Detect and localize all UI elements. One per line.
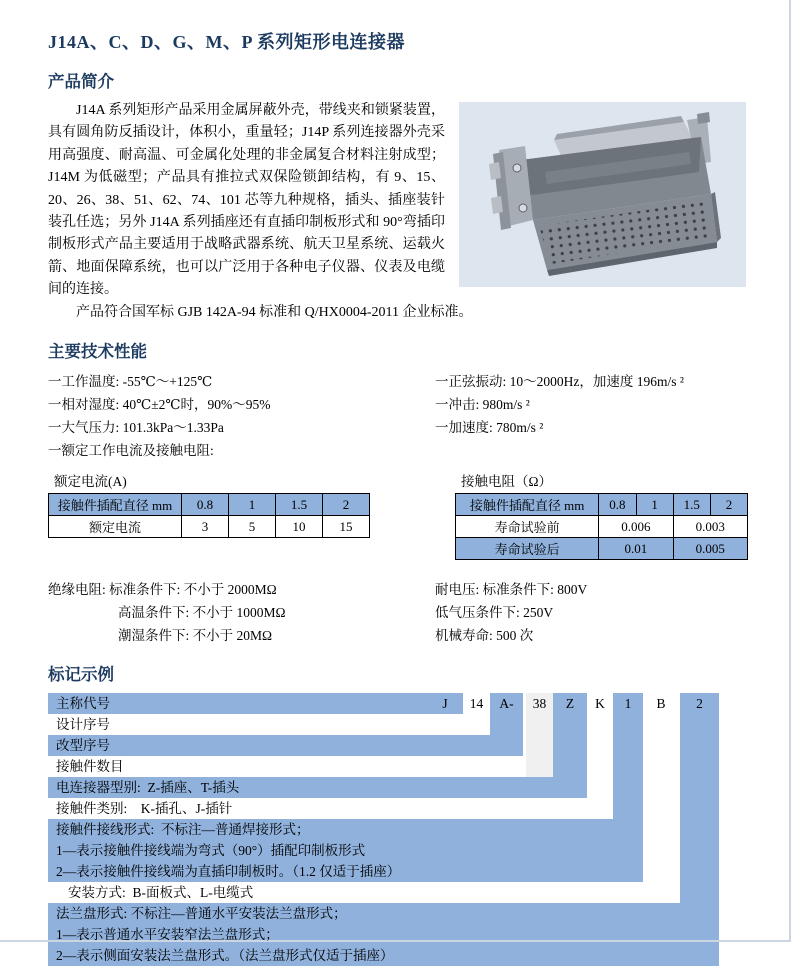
- table-row-label: 额定电流: [49, 516, 182, 538]
- rated-current-block: [48, 470, 455, 560]
- table-header-cell: 接触件插配直径 mm: [49, 494, 182, 516]
- contact-resistance-title: 接触电阻（Ω）: [461, 474, 553, 490]
- spec-columns: [48, 370, 748, 462]
- marking-row-label: 接触件接线形式: 不标注—普通焊接形式；: [56, 822, 310, 838]
- spec-column-right: [435, 370, 748, 462]
- insulation-resistance-block: [48, 578, 435, 647]
- table-header-cell: 1.5: [673, 494, 710, 516]
- marking-code: 1: [624, 696, 632, 712]
- marking-code: K: [595, 696, 605, 712]
- rated-current-table: [48, 493, 370, 538]
- marking-row-label: 安装方式: B-面板式、L-电缆式: [68, 885, 254, 901]
- table-cell: 10: [276, 516, 323, 538]
- marking-row-label: 主称代号: [56, 696, 110, 712]
- table-cell: 0.003: [673, 516, 747, 538]
- marking-row-label: 电连接器型别: Z-插座、T-插头: [56, 780, 240, 796]
- table-header-cell: 2: [323, 494, 370, 516]
- marking-code: A-: [499, 696, 514, 712]
- section-heading-marking: 标记示例: [48, 665, 114, 685]
- marking-diagram: [48, 693, 720, 966]
- table-row-label: 寿命试验前: [456, 516, 599, 538]
- table-header-cell: 1: [636, 494, 673, 516]
- table-cell: 0.005: [673, 538, 747, 560]
- section-heading-intro: 产品简介: [48, 72, 114, 91]
- marking-code: 14: [469, 696, 484, 712]
- spec-item: 一工作温度: -55℃～+125℃: [48, 374, 213, 390]
- marking-row-label: 1—表示接触件接线端为弯式（90°）插配印制板形式: [56, 843, 366, 859]
- spec-item: 一冲击: 980m/s ²: [435, 397, 530, 413]
- spec-item: 一正弦振动: 10～2000Hz，加速度 196m/s ²: [435, 374, 684, 390]
- marking-row-label: 1—表示普通水平安装窄法兰盘形式；: [56, 927, 279, 943]
- spec-item: 一大气压力: 101.3kPa～1.33Pa: [48, 420, 224, 436]
- marking-row-label: 法兰盘形式: 不标注—普通水平安装法兰盘形式；: [56, 906, 347, 922]
- marking-code: B: [656, 696, 666, 712]
- marking-row-label: 2—表示侧面安装法兰盘形式。（法兰盘形式仅适于插座）: [56, 948, 394, 964]
- connector-photo-illustration: [459, 102, 746, 287]
- spec-column-left: [48, 370, 435, 462]
- contact-resistance-block: [455, 470, 748, 560]
- contact-resistance-table: [455, 493, 748, 560]
- table-cell: 0.006: [599, 516, 673, 538]
- table-header-cell: 0.8: [182, 494, 229, 516]
- product-photo: [459, 102, 746, 287]
- marking-row-label: 设计序号: [56, 717, 110, 733]
- extra-specs-row: [48, 578, 748, 647]
- marking-row-label: 接触件数目: [56, 759, 124, 775]
- spec-item: 绝缘电阻: 标准条件下: 不小于 2000MΩ: [48, 582, 277, 598]
- table-cell: 15: [323, 516, 370, 538]
- spec-item: 一相对湿度: 40℃±2℃时，90%～95%: [48, 397, 271, 413]
- table-header-cell: 0.8: [599, 494, 636, 516]
- table-header-cell: 1: [229, 494, 276, 516]
- section-heading-specs: 主要技术性能: [48, 342, 147, 362]
- marking-row-label: 2—表示接触件接线端为直插印制板时。（1.2 仅适于插座）: [56, 864, 401, 880]
- marking-bar-modification: [48, 735, 523, 756]
- spec-item: 潮湿条件下: 不小于 20MΩ: [118, 628, 273, 644]
- table-cell: 5: [229, 516, 276, 538]
- spec-item: 一加速度: 780m/s ²: [435, 420, 544, 436]
- table-cell: 0.01: [599, 538, 673, 560]
- rated-current-title: 额定电流(A): [54, 474, 127, 490]
- marking-code: 2: [696, 696, 703, 712]
- marking-code: 38: [532, 696, 547, 712]
- marking-bar-main-code: [48, 693, 463, 714]
- voltage-life-block: [435, 578, 748, 647]
- spec-item: 耐电压: 标准条件下: 800V: [435, 582, 588, 598]
- intro-section: [48, 100, 748, 324]
- spec-item: 机械寿命: 500 次: [435, 628, 534, 644]
- marking-row-label: 改型序号: [56, 738, 110, 754]
- table-header-cell: 2: [710, 494, 747, 516]
- table-header-cell: 接触件插配直径 mm: [456, 494, 599, 516]
- intro-paragraph-2: 产品符合国军标 GJB 142A-94 标准和 Q/HX0004-2011 企业标准。: [76, 304, 473, 320]
- intro-paragraph-1: J14A 系列矩形产品采用金属屏蔽外壳，带线夹和锁紧装置，具有圆角防反插设计，体积小，重量轻；J14P 系列连接器外壳采用高强度、耐高温、可金属化处理的非金属复合材料注射成型；J14M 为低磁型；产品具有推拉式双保险锁卸结构，有 9、15、20、26、38、51、62、74、101 芯等九种规格，插头、插座装针装孔任选；另外 J14A 系列插座还有直插印制板形式和 90°弯插印制板形式产品主要适用于战略武器系统、航天卫星系统、运载火箭、地面保障系统，也可以广泛用于各种电子仪器、仪表及电缆间的连接。: [48, 103, 445, 298]
- spec-tables-row: [48, 470, 748, 560]
- marking-code: Z: [565, 696, 575, 712]
- marking-row-label: 接触件类别: K-插孔、J-插针: [56, 801, 233, 817]
- spec-item: 一额定工作电流及接触电阻:: [48, 443, 214, 459]
- spec-item: 低气压条件下: 250V: [435, 605, 554, 621]
- document-content: [48, 0, 748, 976]
- marking-code: J: [442, 696, 448, 712]
- spec-item: 高温条件下: 不小于 1000MΩ: [118, 605, 286, 621]
- table-cell: 3: [182, 516, 229, 538]
- page-title: J14A、C、D、G、M、P 系列矩形电连接器: [48, 32, 405, 52]
- table-header-cell: 1.5: [276, 494, 323, 516]
- table-row-label: 寿命试验后: [456, 538, 599, 560]
